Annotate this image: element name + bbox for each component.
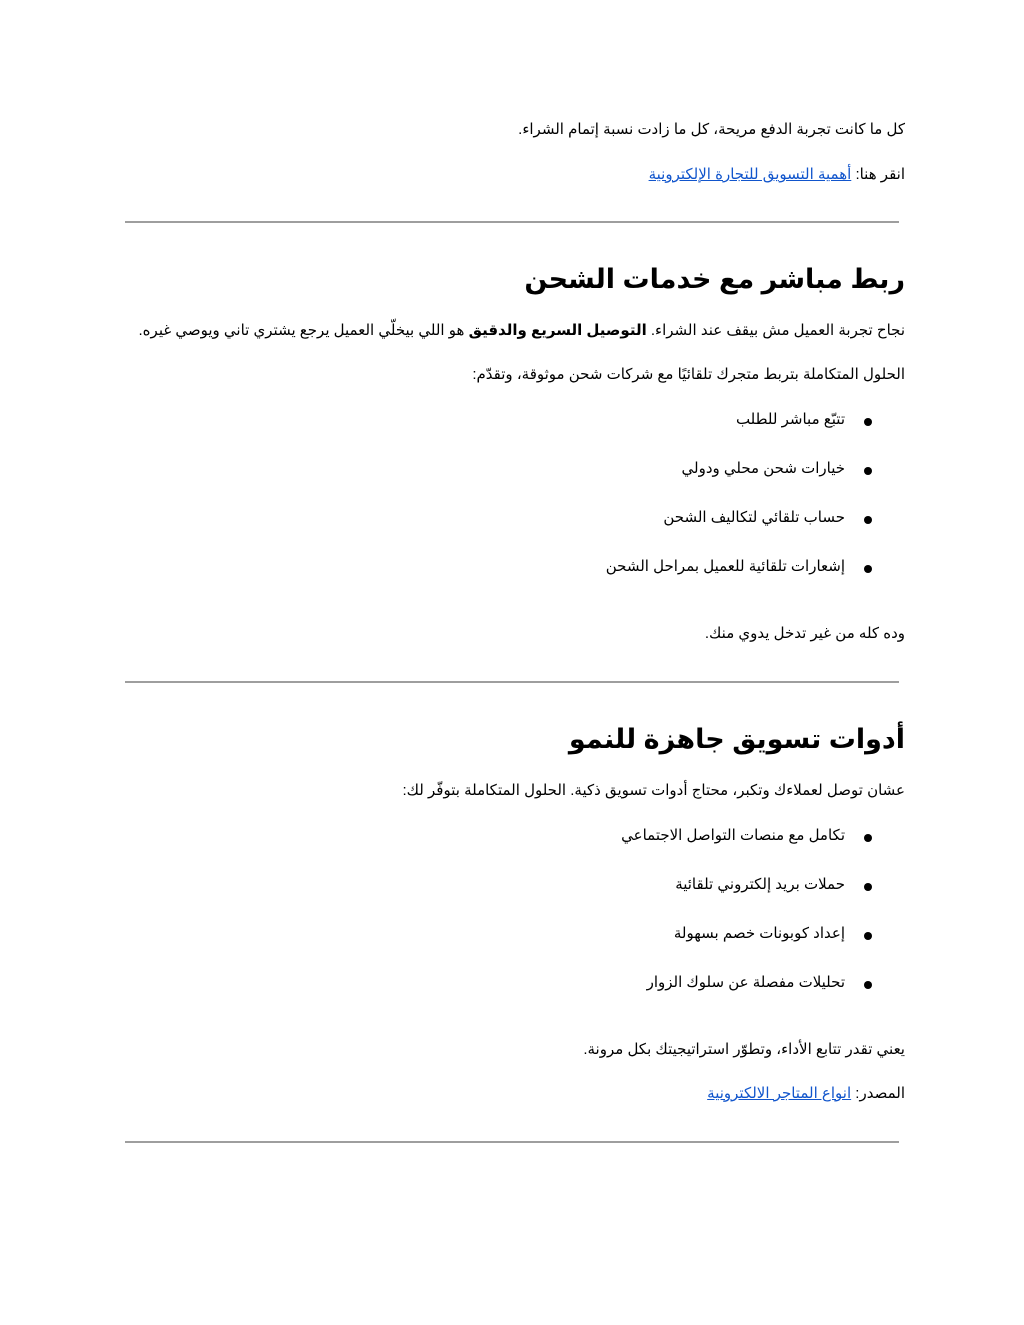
- bullet-icon: [864, 418, 872, 426]
- bullet-icon: [864, 516, 872, 524]
- ecommerce-marketing-link[interactable]: أهمية التسويق للتجارة الإلكترونية: [648, 166, 852, 183]
- list-item: تتبّع مباشر للطلب: [735, 411, 845, 428]
- horizontal-divider: [125, 1141, 899, 1143]
- list-item: تكامل مع منصات التواصل الاجتماعي: [621, 827, 845, 844]
- source-prefix: المصدر:: [851, 1085, 905, 1102]
- marketing-section-heading: [125, 722, 905, 756]
- link-prefix: انقر هنا:: [851, 166, 905, 183]
- shipping-paragraph-2: [125, 364, 905, 386]
- bullet-icon: [864, 981, 872, 989]
- bullet-icon: [864, 834, 872, 842]
- shipping-section-heading: [125, 262, 905, 296]
- list-item: خيارات شحن محلي ودولي: [681, 460, 845, 477]
- shipping-closing: [125, 623, 905, 645]
- list-item: إشعارات تلقائية للعميل بمراحل الشحن: [605, 558, 845, 575]
- marketing-closing-text: يعني تقدر تتابع الأداء، وتطوّر استراتيجيتك بكل مرونة.: [583, 1041, 905, 1058]
- bullet-icon: [864, 883, 872, 891]
- source-line: [125, 1083, 905, 1105]
- source-paragraph: [125, 1083, 905, 1105]
- intro-text: كل ما كانت تجربة الدفع مريحة، كل ما زادت نسبة إتمام الشراء.: [518, 121, 905, 138]
- marketing-closing: [125, 1039, 905, 1061]
- list-item: حساب تلقائي لتكاليف الشحن: [663, 509, 845, 526]
- shipping-heading: ربط مباشر مع خدمات الشحن: [524, 264, 905, 294]
- marketing-intro-text: عشان توصل لعملاءك وتكبر، محتاج أدوات تسويق ذكية. الحلول المتكاملة بتوفّر لك:: [402, 782, 905, 799]
- bullet-icon: [864, 467, 872, 475]
- intro-link-line: [125, 164, 905, 186]
- list-item: حملات بريد إلكتروني تلقائية: [675, 876, 845, 893]
- list-item: تحليلات مفصلة عن سلوك الزوار: [646, 974, 845, 991]
- shipping-p1-start: نجاح تجربة العميل مش بيقف عند الشراء.: [646, 322, 905, 339]
- shipping-paragraph-1: [125, 320, 905, 342]
- shipping-p1-bold: التوصيل السريع والدقيق: [468, 322, 647, 339]
- store-types-link[interactable]: انواع المتاجر الالكترونية: [707, 1085, 852, 1102]
- marketing-heading: أدوات تسويق جاهزة للنمو: [568, 724, 905, 754]
- list-item: إعداد كوبونات خصم بسهولة: [673, 925, 845, 942]
- bullet-icon: [864, 565, 872, 573]
- bullet-icon: [864, 932, 872, 940]
- shipping-p1-end: هو اللي بيخلّي العميل يرجع يشتري تاني ويوصي غيره.: [138, 322, 469, 339]
- intro-link-paragraph: [125, 164, 905, 186]
- intro-paragraph: [125, 119, 905, 141]
- horizontal-divider: [125, 221, 899, 223]
- shipping-features-intro: الحلول المتكاملة بتربط متجرك تلقائيًا مع شركات شحن موثوقة، وتقدّم:: [472, 366, 905, 383]
- shipping-closing-text: وده كله من غير تدخل يدوي منك.: [704, 625, 905, 642]
- shipping-intro-text: [125, 320, 905, 342]
- marketing-paragraph-1: [125, 780, 905, 802]
- horizontal-divider: [125, 681, 899, 683]
